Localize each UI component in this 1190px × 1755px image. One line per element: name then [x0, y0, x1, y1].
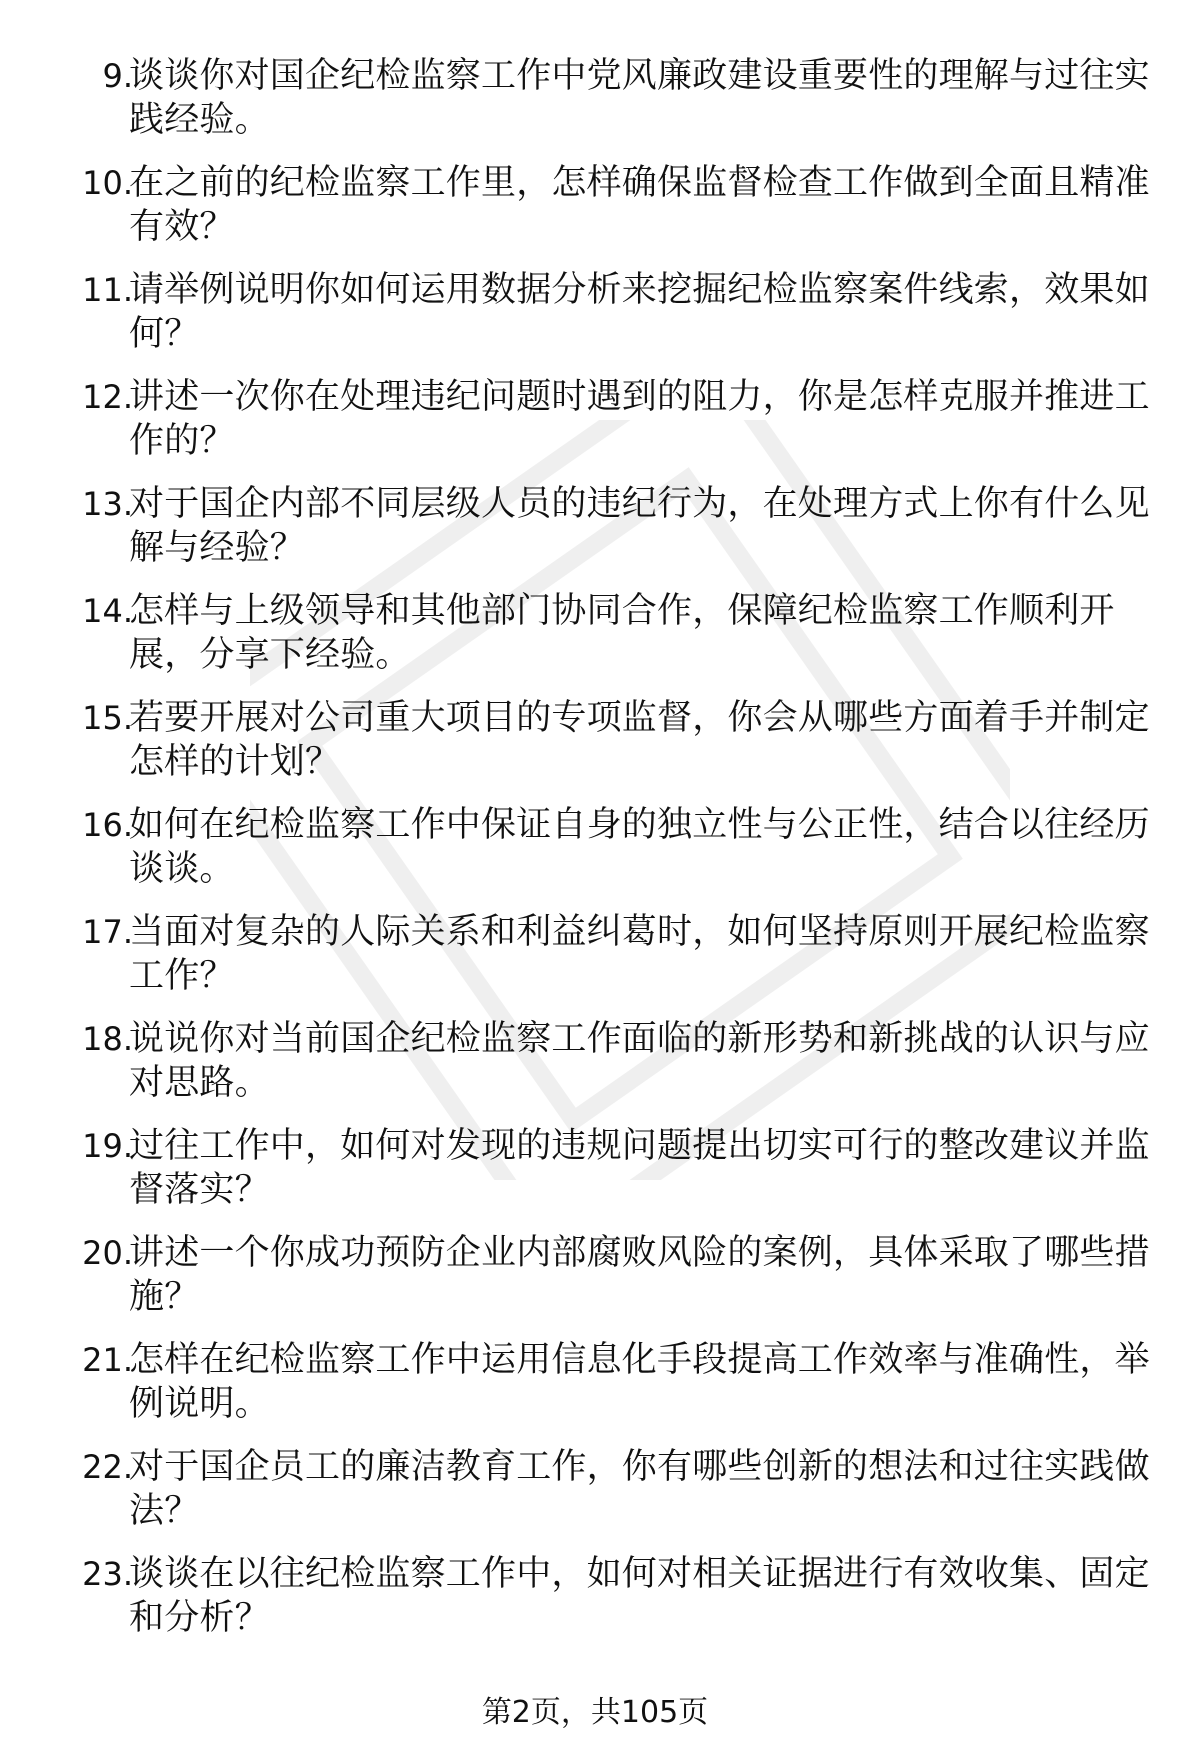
question-list [0, 54, 1190, 1659]
list-item [0, 696, 1190, 803]
list-item [0, 803, 1190, 910]
question-number: 18. [82, 1020, 133, 1058]
question-text: 讲述一次你在处理违纪问题时遇到的阻力，你是怎样克服并推进工作的？ [129, 377, 1150, 461]
question-number: 23. [82, 1555, 133, 1593]
question-text: 谈谈你对国企纪检监察工作中党风廉政建设重要性的理解与过往实践经验。 [129, 56, 1150, 140]
list-item [0, 1124, 1190, 1231]
list-item [0, 910, 1190, 1017]
list-item [0, 161, 1190, 268]
question-text: 怎样在纪检监察工作中运用信息化手段提高工作效率与准确性，举例说明。 [129, 1340, 1150, 1424]
list-item [0, 1552, 1190, 1659]
question-text: 讲述一个你成功预防企业内部腐败风险的案例，具体采取了哪些措施？ [129, 1233, 1150, 1317]
list-item [0, 589, 1190, 696]
question-text: 对于国企员工的廉洁教育工作，你有哪些创新的想法和过往实践做法？ [129, 1447, 1150, 1531]
question-number: 14. [82, 592, 133, 630]
list-item [0, 1445, 1190, 1552]
question-number: 11. [82, 271, 133, 309]
question-number: 9. [102, 57, 133, 95]
question-number: 20. [82, 1234, 133, 1272]
question-text: 说说你对当前国企纪检监察工作面临的新形势和新挑战的认识与应对思路。 [129, 1019, 1150, 1103]
question-number: 16. [82, 806, 133, 844]
list-item [0, 1231, 1190, 1338]
list-item [0, 268, 1190, 375]
question-text: 若要开展对公司重大项目的专项监督，你会从哪些方面着手并制定怎样的计划？ [129, 698, 1150, 782]
question-number: 13. [82, 485, 133, 523]
question-number: 15. [82, 699, 133, 737]
question-text: 请举例说明你如何运用数据分析来挖掘纪检监察案件线索，效果如何？ [129, 270, 1150, 354]
question-number: 19. [82, 1127, 133, 1165]
list-item [0, 54, 1190, 161]
question-number: 22. [82, 1448, 133, 1486]
question-number: 17. [82, 913, 133, 951]
question-text: 过往工作中，如何对发现的违规问题提出切实可行的整改建议并监督落实？ [129, 1126, 1150, 1210]
list-item [0, 1338, 1190, 1445]
page-footer: 第2页，共105页 [481, 1695, 709, 1730]
list-item [0, 482, 1190, 589]
question-number: 10. [82, 164, 133, 202]
question-number: 12. [82, 378, 133, 416]
list-item [0, 375, 1190, 482]
list-item [0, 1017, 1190, 1124]
question-text: 当面对复杂的人际关系和利益纠葛时，如何坚持原则开展纪检监察工作？ [129, 912, 1150, 996]
question-text: 谈谈在以往纪检监察工作中，如何对相关证据进行有效收集、固定和分析？ [129, 1554, 1150, 1638]
question-text: 对于国企内部不同层级人员的违纪行为，在处理方式上你有什么见解与经验？ [129, 484, 1150, 568]
question-text: 怎样与上级领导和其他部门协同合作，保障纪检监察工作顺利开展，分享下经验。 [129, 591, 1115, 675]
question-text: 在之前的纪检监察工作里，怎样确保监督检查工作做到全面且精准有效？ [129, 163, 1150, 247]
question-text: 如何在纪检监察工作中保证自身的独立性与公正性，结合以往经历谈谈。 [129, 805, 1150, 889]
question-number: 21. [82, 1341, 133, 1379]
